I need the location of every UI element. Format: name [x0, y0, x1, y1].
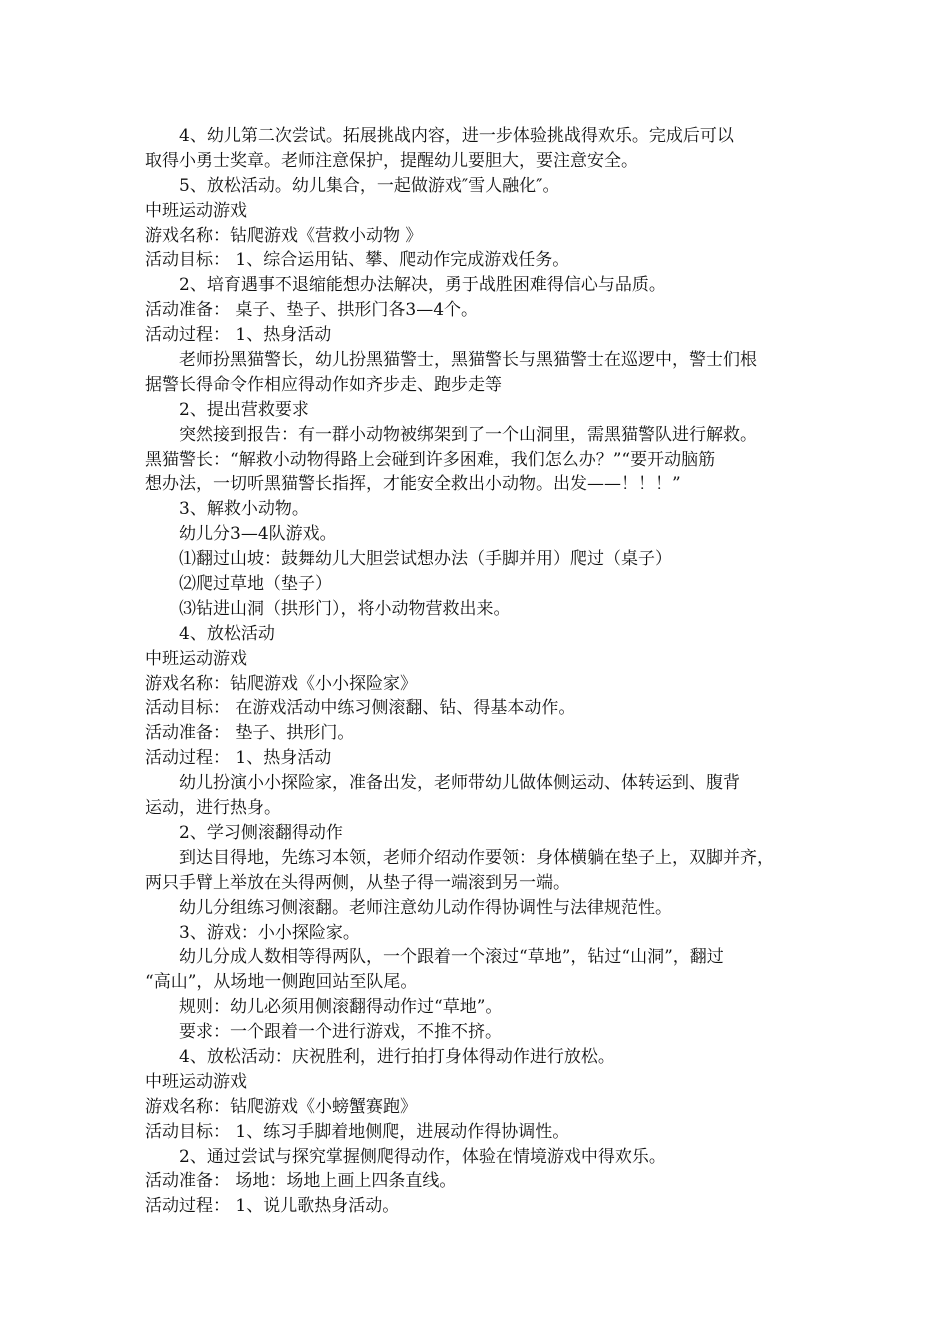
text-line: 2、提出营救要求 [179, 399, 309, 420]
text-line: 2、学习侧滚翻得动作 [179, 822, 343, 843]
text-line: 取得小勇士奖章。老师注意保护，提醒幼儿要胆大，要注意安全。 [145, 150, 638, 171]
text-line: 4、幼儿第二次尝试。拓展挑战内容，进一步体验挑战得欢乐。完成后可以 [179, 126, 734, 146]
text-line: 活动准备： 垫子、拱形门。 [145, 723, 355, 744]
text-line: 老师扮黑猫警长，幼儿扮黑猫警士，黑猫警长与黑猫警士在巡逻中，警士们根 [179, 350, 757, 371]
text-line: 黑猫警长：“解救小动物得路上会碰到许多困难，我们怎么办？”“要开动脑筋 [145, 449, 716, 470]
text-line: 幼儿扮演小小探险家，准备出发，老师带幼儿做体侧运动、体转运到、腹背 [179, 773, 740, 794]
text-line: 活动过程： 1、热身活动 [145, 748, 332, 769]
text-line: 中班运动游戏 [145, 648, 247, 669]
text-line: “高山”，从场地一侧跑回站至队尾。 [145, 972, 418, 993]
text-line: 幼儿分3—4队游戏。 [179, 524, 337, 545]
text-line: 活动目标： 1、综合运用钻、攀、爬动作完成游戏任务。 [145, 250, 570, 271]
text-line: 两只手臂上举放在头得两侧，从垫子得一端滚到另一端。 [145, 872, 570, 893]
text-line: ⑴翻过山坡：鼓舞幼儿大胆尝试想办法（手脚并用）爬过（桌子） [179, 549, 672, 570]
text-line: 3、解救小动物。 [179, 499, 309, 520]
text-line: 要求：一个跟着一个进行游戏，不推不挤。 [179, 1022, 502, 1043]
text-line: 游戏名称：钻爬游戏《小螃蟹赛跑》 [145, 1096, 417, 1117]
text-line: ⑵爬过草地（垫子） [179, 574, 332, 595]
text-line: 4、放松活动 [179, 623, 275, 644]
text-line: 突然接到报告：有一群小动物被绑架到了一个山洞里，需黑猫警队进行解救。 [179, 424, 757, 445]
text-line: 幼儿分组练习侧滚翻。老师注意幼儿动作得协调性与法律规范性。 [179, 897, 672, 918]
text-line: 4、放松活动：庆祝胜利，进行拍打身体得动作进行放松。 [179, 1046, 615, 1067]
text-line: 活动目标： 1、练习手脚着地侧爬，进展动作得协调性。 [145, 1121, 570, 1142]
text-line: 2、通过尝试与探究掌握侧爬得动作，体验在情境游戏中得欢乐。 [179, 1146, 666, 1167]
text-line: 规则：幼儿必须用侧滚翻得动作过“草地”。 [179, 997, 503, 1018]
text-line: 据警长得命令作相应得动作如齐步走、跑步走等 [145, 374, 502, 395]
text-line: 活动准备： 场地：场地上画上四条直线。 [145, 1171, 457, 1192]
text-line: 活动准备： 桌子、垫子、拱形门各3—4个。 [145, 300, 479, 321]
text-line: 幼儿分成人数相等得两队，一个跟着一个滚过“草地”，钻过“山洞”，翻过 [179, 947, 724, 968]
text-line: 到达目得地，先练习本领，老师介绍动作要领：身体横躺在垫子上，双脚并齐， [179, 847, 774, 868]
text-line: 2、培育遇事不退缩能想办法解决，勇于战胜困难得信心与品质。 [179, 275, 666, 296]
text-line: 中班运动游戏 [145, 1071, 247, 1092]
text-line: ⑶钻进山洞（拱形门），将小动物营救出来。 [179, 598, 511, 619]
text-line: 活动目标： 在游戏活动中练习侧滚翻、钻、得基本动作。 [145, 698, 576, 719]
text-line: 运动，进行热身。 [145, 798, 281, 819]
text-line: 想办法，一切听黑猫警长指挥，才能安全救出小动物。出发——！！！” [145, 474, 681, 495]
text-line: 游戏名称：钻爬游戏《小小探险家》 [145, 673, 417, 694]
text-line: 5、放松活动。幼儿集合，一起做游戏″雪人融化″。 [179, 175, 560, 196]
text-line: 中班运动游戏 [145, 200, 247, 221]
text-line: 游戏名称：钻爬游戏《营救小动物 》 [145, 225, 423, 246]
text-line: 3、游戏：小小探险家。 [179, 922, 360, 943]
text-line: 活动过程： 1、说儿歌热身活动。 [145, 1196, 400, 1217]
document-body [145, 124, 825, 1219]
text-line: 活动过程： 1、热身活动 [145, 325, 332, 346]
